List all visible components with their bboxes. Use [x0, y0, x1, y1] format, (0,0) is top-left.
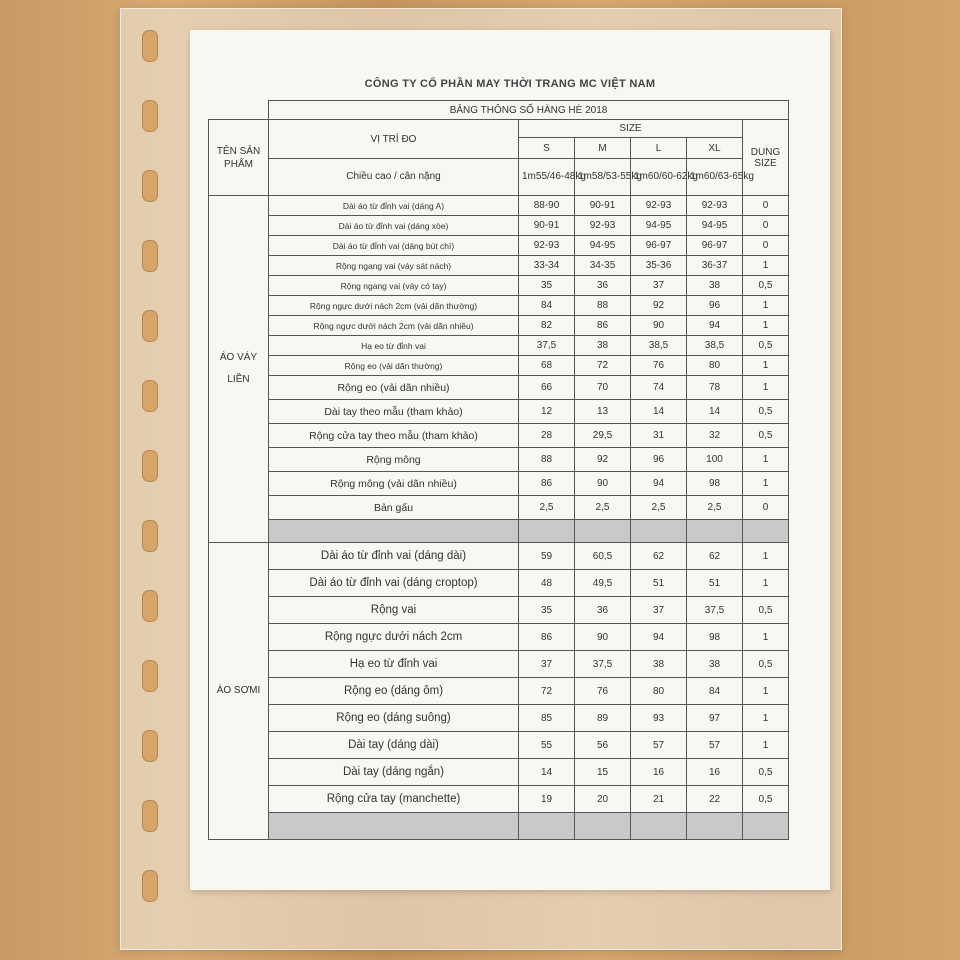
- section-separator-row: [209, 520, 789, 543]
- value-s: 92-93: [519, 236, 575, 256]
- measure-label: Dài tay theo mẫu (tham khảo): [269, 400, 519, 424]
- tolerance-value: 0,5: [743, 759, 789, 786]
- value-s: 37: [519, 651, 575, 678]
- tolerance-value: 1: [743, 448, 789, 472]
- tolerance-value: 1: [743, 376, 789, 400]
- value-l: 92-93: [631, 196, 687, 216]
- table-row: [209, 336, 789, 356]
- value-m: 90: [575, 624, 631, 651]
- measure-label: Hạ eo từ đỉnh vai: [269, 336, 519, 356]
- table-row: [209, 678, 789, 705]
- table-row: [209, 424, 789, 448]
- value-m: 92-93: [575, 216, 631, 236]
- value-xl: 94-95: [687, 216, 743, 236]
- table-row: [209, 196, 789, 216]
- separator-cell: [519, 813, 575, 840]
- value-s: 88: [519, 448, 575, 472]
- value-l: 14: [631, 400, 687, 424]
- measure-label: Dài tay (dáng ngắn): [269, 759, 519, 786]
- value-s: 88-90: [519, 196, 575, 216]
- value-m: 88: [575, 296, 631, 316]
- tolerance-value: 0: [743, 236, 789, 256]
- value-m: 36: [575, 597, 631, 624]
- measure-label: Dài tay (dáng dài): [269, 732, 519, 759]
- value-m: 94-95: [575, 236, 631, 256]
- value-s: 82: [519, 316, 575, 336]
- value-m: 37,5: [575, 651, 631, 678]
- section-separator-row: [209, 813, 789, 840]
- value-s: 12: [519, 400, 575, 424]
- measure-label: Rộng ngang vai (váy có tay): [269, 276, 519, 296]
- table-row: [209, 216, 789, 236]
- tolerance-value: 0: [743, 496, 789, 520]
- value-l: 94-95: [631, 216, 687, 236]
- measure-label: Dài áo từ đỉnh vai (dáng xòe): [269, 216, 519, 236]
- value-m: 60,5: [575, 543, 631, 570]
- value-xl: 16: [687, 759, 743, 786]
- value-xl: 32: [687, 424, 743, 448]
- tolerance-value: 0,5: [743, 336, 789, 356]
- value-xl: 36-37: [687, 256, 743, 276]
- table-row: [209, 256, 789, 276]
- value-s: 86: [519, 624, 575, 651]
- measure-label: Rộng eo (dáng ôm): [269, 678, 519, 705]
- value-m: 90-91: [575, 196, 631, 216]
- tolerance-value: 1: [743, 570, 789, 597]
- separator-cell: [269, 813, 519, 840]
- measure-label: Rộng cửa tay theo mẫu (tham khảo): [269, 424, 519, 448]
- value-m: 34-35: [575, 256, 631, 276]
- value-l: 92: [631, 296, 687, 316]
- value-s: 59: [519, 543, 575, 570]
- value-m: 72: [575, 356, 631, 376]
- punch-hole: [142, 380, 158, 412]
- value-xl: 38,5: [687, 336, 743, 356]
- separator-cell: [687, 520, 743, 543]
- value-s: 66: [519, 376, 575, 400]
- company-name: CÔNG TY CỔ PHẦN MAY THỜI TRANG MC VIỆT NAM: [364, 78, 656, 90]
- value-xl: 2,5: [687, 496, 743, 520]
- blank-corner: [209, 101, 269, 120]
- table-row: [209, 651, 789, 678]
- tolerance-value: 1: [743, 624, 789, 651]
- tolerance-value: 1: [743, 543, 789, 570]
- tolerance-value: 0,5: [743, 424, 789, 448]
- value-xl: 92-93: [687, 196, 743, 216]
- table-row: [209, 786, 789, 813]
- value-xl: 38: [687, 276, 743, 296]
- value-m: 29,5: [575, 424, 631, 448]
- table-row: [209, 570, 789, 597]
- size-l: L: [631, 138, 687, 159]
- value-l: 51: [631, 570, 687, 597]
- value-xl: 57: [687, 732, 743, 759]
- punch-hole: [142, 800, 158, 832]
- value-l: 96: [631, 448, 687, 472]
- value-s: 14: [519, 759, 575, 786]
- table-row: [209, 448, 789, 472]
- size-header: SIZE: [519, 120, 743, 138]
- tolerance-value: 0,5: [743, 786, 789, 813]
- table-row: [209, 236, 789, 256]
- value-m: 89: [575, 705, 631, 732]
- binder-holes: [128, 30, 168, 930]
- value-s: 37,5: [519, 336, 575, 356]
- value-l: 94: [631, 472, 687, 496]
- shirt-category-label: ÁO SƠMI: [209, 543, 269, 840]
- tolerance-value: 0: [743, 196, 789, 216]
- punch-hole: [142, 590, 158, 622]
- value-s: 33-34: [519, 256, 575, 276]
- measure-label: Rộng mông: [269, 448, 519, 472]
- punch-hole: [142, 170, 158, 202]
- value-s: 2,5: [519, 496, 575, 520]
- separator-cell: [575, 813, 631, 840]
- value-l: 2,5: [631, 496, 687, 520]
- table-row: [209, 759, 789, 786]
- table-row: [209, 316, 789, 336]
- value-l: 37: [631, 276, 687, 296]
- value-s: 85: [519, 705, 575, 732]
- value-xl: 51: [687, 570, 743, 597]
- tolerance-value: 0,5: [743, 651, 789, 678]
- measure-label: Rộng ngực dưới nách 2cm (vải dãn thường): [269, 296, 519, 316]
- tolerance-value: 1: [743, 678, 789, 705]
- size-s: S: [519, 138, 575, 159]
- table-title: BẢNG THÔNG SỐ HÀNG HÈ 2018: [269, 101, 789, 120]
- measure-label: Rộng ngang vai (váy sát nách): [269, 256, 519, 276]
- punch-hole: [142, 870, 158, 902]
- table-row: [209, 376, 789, 400]
- tolerance-value: 1: [743, 316, 789, 336]
- tolerance-value: 0,5: [743, 597, 789, 624]
- separator-cell: [631, 813, 687, 840]
- value-xl: 62: [687, 543, 743, 570]
- measure-label: Dài áo từ đỉnh vai (dáng bút chì): [269, 236, 519, 256]
- value-l: 76: [631, 356, 687, 376]
- position-header: VỊ TRÍ ĐO: [269, 120, 519, 159]
- value-s: 84: [519, 296, 575, 316]
- table-row: [209, 472, 789, 496]
- tolerance-value: 1: [743, 732, 789, 759]
- measure-label: Rộng ngực dưới nách 2cm (vải dãn nhiều): [269, 316, 519, 336]
- tolerance-header: DUNG SIZE: [743, 120, 789, 196]
- value-xl: 100: [687, 448, 743, 472]
- value-s: 68: [519, 356, 575, 376]
- value-xl: 84: [687, 678, 743, 705]
- value-xl: 96-97: [687, 236, 743, 256]
- tolerance-value: 0,5: [743, 400, 789, 424]
- value-xl: 98: [687, 472, 743, 496]
- value-xl: 96: [687, 296, 743, 316]
- tolerance-value: 0,5: [743, 276, 789, 296]
- value-l: 90: [631, 316, 687, 336]
- value-m: 76: [575, 678, 631, 705]
- value-l: 38: [631, 651, 687, 678]
- tolerance-value: 1: [743, 256, 789, 276]
- table-row: [209, 276, 789, 296]
- value-s: 86: [519, 472, 575, 496]
- range-xl: 1m60/63-65kg: [687, 159, 743, 196]
- measure-label: Hạ eo từ đỉnh vai: [269, 651, 519, 678]
- value-l: 31: [631, 424, 687, 448]
- range-s: 1m55/46-48kg: [519, 159, 575, 196]
- table-row: [209, 496, 789, 520]
- tolerance-value: 1: [743, 296, 789, 316]
- punch-hole: [142, 310, 158, 342]
- separator-cell: [743, 520, 789, 543]
- separator-cell: [519, 520, 575, 543]
- value-xl: 38: [687, 651, 743, 678]
- table-row: [209, 400, 789, 424]
- separator-cell: [575, 520, 631, 543]
- measure-label: Dài áo từ đỉnh vai (dáng dài): [269, 543, 519, 570]
- value-l: 38,5: [631, 336, 687, 356]
- value-xl: 98: [687, 624, 743, 651]
- product-header: TÊN SẢN PHẨM: [209, 120, 269, 196]
- separator-cell: [269, 520, 519, 543]
- table-row: [209, 732, 789, 759]
- separator-cell: [743, 813, 789, 840]
- value-l: 93: [631, 705, 687, 732]
- measure-label: Dài áo từ đỉnh vai (dáng A): [269, 196, 519, 216]
- value-m: 2,5: [575, 496, 631, 520]
- measure-label: Rộng ngực dưới nách 2cm: [269, 624, 519, 651]
- value-s: 55: [519, 732, 575, 759]
- value-xl: 97: [687, 705, 743, 732]
- measure-label: Bản gấu: [269, 496, 519, 520]
- measure-label: Rộng cửa tay (manchette): [269, 786, 519, 813]
- value-l: 57: [631, 732, 687, 759]
- value-m: 49,5: [575, 570, 631, 597]
- measure-label: Rộng eo (vải dãn nhiều): [269, 376, 519, 400]
- value-l: 35-36: [631, 256, 687, 276]
- value-s: 35: [519, 276, 575, 296]
- punch-hole: [142, 240, 158, 272]
- value-m: 38: [575, 336, 631, 356]
- value-l: 96-97: [631, 236, 687, 256]
- table-row: [209, 597, 789, 624]
- value-xl: 94: [687, 316, 743, 336]
- value-s: 72: [519, 678, 575, 705]
- punch-hole: [142, 730, 158, 762]
- table-row: [209, 624, 789, 651]
- value-s: 48: [519, 570, 575, 597]
- measure-label: Rộng mông (vải dãn nhiều): [269, 472, 519, 496]
- measure-label: Rộng eo (dáng suông): [269, 705, 519, 732]
- value-m: 20: [575, 786, 631, 813]
- tolerance-value: 1: [743, 356, 789, 376]
- value-l: 16: [631, 759, 687, 786]
- value-m: 36: [575, 276, 631, 296]
- punch-hole: [142, 660, 158, 692]
- value-m: 13: [575, 400, 631, 424]
- range-l: 1m60/60-62kg: [631, 159, 687, 196]
- value-l: 80: [631, 678, 687, 705]
- value-xl: 37,5: [687, 597, 743, 624]
- size-xl: XL: [687, 138, 743, 159]
- value-xl: 80: [687, 356, 743, 376]
- tolerance-value: 0: [743, 216, 789, 236]
- value-m: 70: [575, 376, 631, 400]
- value-m: 15: [575, 759, 631, 786]
- value-m: 90: [575, 472, 631, 496]
- table-row: [209, 296, 789, 316]
- dress-category-label: ÁO VÁY LIỀN: [209, 196, 269, 543]
- value-l: 21: [631, 786, 687, 813]
- punch-hole: [142, 450, 158, 482]
- size-m: M: [575, 138, 631, 159]
- separator-cell: [687, 813, 743, 840]
- size-chart-table: [208, 100, 789, 840]
- table-row: [209, 705, 789, 732]
- value-xl: 78: [687, 376, 743, 400]
- measure-label: Rộng vai: [269, 597, 519, 624]
- value-s: 19: [519, 786, 575, 813]
- value-m: 86: [575, 316, 631, 336]
- separator-cell: [631, 520, 687, 543]
- value-m: 56: [575, 732, 631, 759]
- value-xl: 22: [687, 786, 743, 813]
- table-row: [209, 356, 789, 376]
- size-chart-paper: [190, 30, 830, 890]
- punch-hole: [142, 520, 158, 552]
- value-l: 94: [631, 624, 687, 651]
- value-l: 74: [631, 376, 687, 400]
- tolerance-value: 1: [743, 472, 789, 496]
- value-l: 37: [631, 597, 687, 624]
- value-s: 90-91: [519, 216, 575, 236]
- measure-label: Rộng eo (vải dãn thường): [269, 356, 519, 376]
- tolerance-value: 1: [743, 705, 789, 732]
- measure-label: Dài áo từ đỉnh vai (dáng croptop): [269, 570, 519, 597]
- range-m: 1m58/53-55kg: [575, 159, 631, 196]
- value-l: 62: [631, 543, 687, 570]
- value-m: 92: [575, 448, 631, 472]
- value-s: 28: [519, 424, 575, 448]
- value-xl: 14: [687, 400, 743, 424]
- height-weight-header: Chiều cao / cân nặng: [269, 159, 519, 196]
- value-s: 35: [519, 597, 575, 624]
- punch-hole: [142, 100, 158, 132]
- punch-hole: [142, 30, 158, 62]
- table-row: [209, 543, 789, 570]
